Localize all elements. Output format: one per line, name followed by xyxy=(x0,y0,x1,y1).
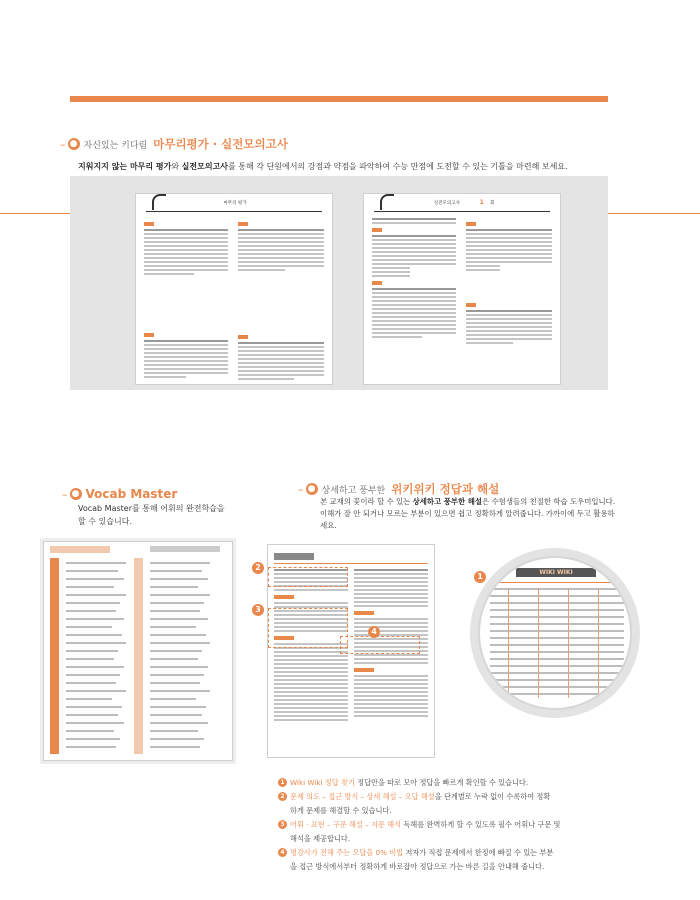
section1-description xyxy=(78,160,618,173)
desc-strong-2: 실전모의고사 xyxy=(181,162,229,171)
answer-grid-magnifier xyxy=(478,556,632,710)
side-rule-left xyxy=(0,213,70,214)
quiz-col-left xyxy=(144,218,228,380)
bullet-icon: ● xyxy=(68,138,80,150)
preview-frame xyxy=(70,176,608,390)
dash-mark: – xyxy=(298,482,304,496)
callout-box-3 xyxy=(268,608,348,648)
section3-title: 위키위키 정답과 해설 xyxy=(391,482,500,496)
hook-icon xyxy=(152,194,166,210)
section3-desc-line2: 이해가 잘 안 되거나 모르는 부분이 있으면 쉽고 정확하게 알려줍니다. 가까이에 두고 활용하세요. xyxy=(320,509,615,530)
section1-heading xyxy=(60,136,288,152)
note-item-2: 2 문제 의도 – 접근 방식 – 상세 해설 – 오답 해설을 단계별로 누락 없이 수록하여 정확 xyxy=(278,790,618,804)
note-item-4: 4 명강사가 전해 주는 오답을 0% 비법 저자가 직접 문제에서 한정에 빠질 수 있는 부분 xyxy=(278,846,618,860)
callout-1: 1 xyxy=(474,571,486,583)
note-item-2-cont: 하게 문제를 해결할 수 있습니다. xyxy=(290,806,392,815)
section3-heading xyxy=(298,481,499,497)
note-item-3: 3 어휘 · 표현 – 구문 해설 – 지문 해석 독해를 완벽하게 할 수 있도록 필수 어휘나 구문 및 xyxy=(278,818,618,832)
dash-mark: – xyxy=(60,137,66,151)
mock-col-left xyxy=(372,218,456,340)
desc-strong-1: 지워지지 않는 마무리 평가 xyxy=(78,162,172,171)
section2-desc-line2: 할 수 있습니다. xyxy=(78,517,132,526)
quiz-page-label: 마무리 평가 xyxy=(223,201,247,206)
section1-title: 마무리평가 · 실전모의고사 xyxy=(153,137,288,151)
dash-mark: – xyxy=(62,487,68,501)
callout-box-2 xyxy=(268,567,348,587)
mock-page-suffix: 회 xyxy=(490,201,495,206)
vocab-column-tab xyxy=(50,558,59,754)
mock-page-header xyxy=(374,200,550,212)
mock-test-page-preview xyxy=(364,194,560,384)
feature-notes xyxy=(278,776,618,874)
quiz-page-preview xyxy=(136,194,332,384)
callout-2: 2 xyxy=(252,562,264,574)
section3-subtitle: 상세하고 풍부한 xyxy=(321,485,386,496)
note-item-4-cont: 을 접근 방식에서부터 정확하게 바로잡아 정답으로 가는 바른 길을 안내해 줍니다. xyxy=(290,862,545,871)
vocab-page-preview xyxy=(44,542,232,760)
section3-desc-line1: 본 교재의 꽃이라 할 수 있는 상세하고 풍부한 해설은 수험생들의 친절한 학습 도우미입니다. xyxy=(320,497,616,506)
callout-4: 4 xyxy=(368,626,380,638)
mock-page-label: 실전모의고사 xyxy=(433,201,460,206)
callout-box-4 xyxy=(340,636,420,654)
section2-heading xyxy=(62,487,177,501)
mock-col-right xyxy=(466,218,552,346)
section3-description xyxy=(320,496,620,532)
quiz-page-header xyxy=(146,200,322,212)
callout-3: 3 xyxy=(252,604,264,616)
section2-description xyxy=(78,502,258,528)
side-rule-right xyxy=(608,213,700,214)
section2-title: Vocab Master xyxy=(85,487,178,501)
bullet-icon: ● xyxy=(306,483,318,495)
vocab-column-tab xyxy=(134,558,143,754)
section1-subtitle: 자신있는 키다림 xyxy=(83,140,148,151)
section2-desc-line1: Vocab Master를 통해 어휘의 완전학습을 xyxy=(78,504,225,513)
hook-icon xyxy=(380,194,394,210)
top-accent-bar xyxy=(70,96,608,102)
wiki-label: WIKI WIKI xyxy=(516,568,596,577)
bullet-icon: ● xyxy=(70,488,82,500)
desc-text-2: 를 통해 각 단원에서의 강점과 약점을 파악하여 수능 만점에 도전할 수 있는 기틀을 마련해 보세요. xyxy=(228,162,568,171)
mock-page-number: 1 xyxy=(479,199,484,206)
note-item-3-cont: 해석을 제공합니다. xyxy=(290,834,351,843)
quiz-col-right xyxy=(238,218,324,382)
desc-text-1: 와 xyxy=(171,162,182,171)
note-item-1: 1 Wiki Wiki 정답 찾기 정답만을 따로 모아 정답을 빠르게 확인할 수 있습니다. xyxy=(278,776,618,790)
